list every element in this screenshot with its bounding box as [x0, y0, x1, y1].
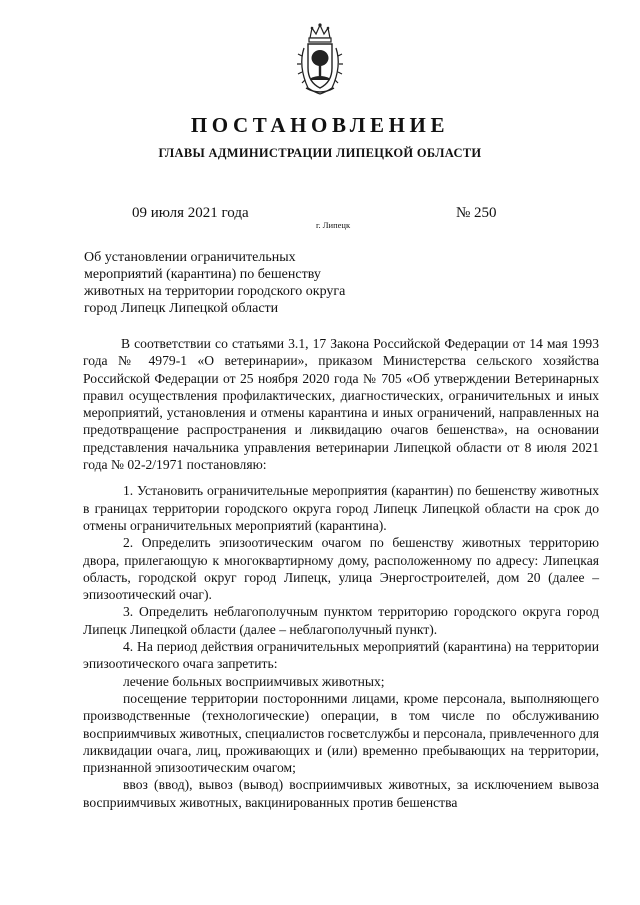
document-body: [83, 335, 599, 811]
document-date: 09 июля 2021 года: [132, 205, 249, 221]
prohibition-item-1: лечение больных восприимчивых животных;: [123, 673, 385, 689]
preamble-paragraph: В соответствии со статьями 3.1, 17 Закона Российской Федерации от 14 мая 1993 года № 4979-1 «О ветеринарии», приказом Министерства сельского хозяйства Российской Федерации от 25 ноября 2020 года № 705 «Об утверждении Ветеринарных правил осуществления профилактических, диагностических, ограничительных и иных мероприятий, установления и отмены карантина и иных ограничений, направленных на предотвращение распространения и ликвидацию очагов бешенства», на основании представления начальника управления ветеринарии Липецкой области от 8 июля 2021 года № 02-2/1971 постановляю:: [83, 336, 599, 473]
document-issuer: ГЛАВЫ АДМИНИСТРАЦИИ ЛИПЕЦКОЙ ОБЛАСТИ: [158, 146, 482, 160]
document-subject: Об установлении ограничительных мероприятий (карантина) по бешенству животных на территории городского округа город Липецк Липецкой области: [84, 250, 346, 316]
clause-2: 2. Определить эпизоотическим очагом по бешенству животных территорию двора, прилегающую к многоквартирному дому, расположенному по адресу: Липецкая область, городской округ город Липецк, улица Энергостроителей, дом 20 (далее – эпизоотический очаг).: [83, 535, 599, 603]
lipetsk-region-coat-of-arms-icon: [296, 22, 344, 96]
clause-4: 4. На период действия ограничительных мероприятий (карантина) на территории эпизоотического очага запретить:: [83, 639, 599, 672]
clause-3: 3. Определить неблагополучным пунктом территорию городского округа город Липецк Липецкой области (далее – неблагополучный пункт).: [83, 604, 599, 637]
prohibition-item-3: ввоз (ввод), вывоз (вывод) восприимчивых животных, за исключением вывоза восприимчивых животных, вакцинированных против бешенства: [83, 777, 599, 810]
clause-1: 1. Установить ограничительные мероприятия (карантин) по бешенству животных в границах территории городского округа город Липецк Липецкой области на срок до отмены ограничительных мероприятий (карантина).: [83, 483, 599, 533]
document-number: № 250: [456, 205, 497, 221]
document-title: ПОСТАНОВЛЕНИЕ: [190, 113, 450, 137]
prohibition-item-2: посещение территории посторонними лицами, кроме персонала, выполняющего производственные (технологические) операции, в том числе по обслуживанию восприимчивых животных, специалистов госветслужбы и персонала, привлеченного для ликвидации очага, лиц, проживающих и (или) временно пребывающих на территории, признанной эпизоотическим очагом;: [83, 690, 599, 776]
document-place: г. Липецк: [316, 220, 351, 230]
